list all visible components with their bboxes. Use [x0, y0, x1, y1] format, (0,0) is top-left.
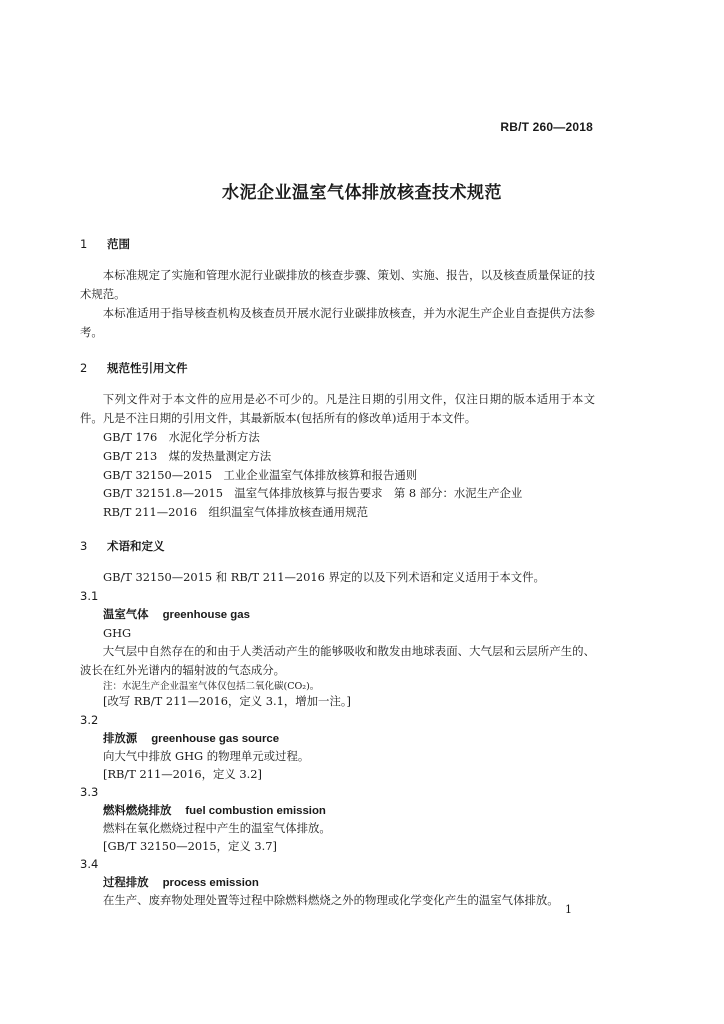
term-english: greenhouse gas source: [151, 733, 280, 745]
term-number: 3.1: [80, 589, 99, 603]
scope-paragraph-1: 本标准规定了实施和管理水泥行业碳排放的核查步骤、策划、实施、报告，以及核查质量保证的技术规范。: [80, 268, 595, 301]
section-title: 术语和定义: [107, 539, 165, 553]
term-definition: 向大气中排放 GHG 的物理单元或过程。: [103, 749, 310, 763]
term-definition: 大气层中自然存在的和由于人类活动产生的能够吸收和散发由地球表面、大气层和云层所产生的、波长在红外光谱内的辐射波的气态成分。: [80, 644, 595, 677]
section-1-heading: [80, 236, 130, 252]
term-english: fuel combustion emission: [185, 805, 326, 817]
section-title: 范围: [107, 237, 130, 251]
term-chinese: 燃料燃烧排放: [103, 803, 172, 817]
section-3-heading: [80, 538, 165, 554]
scope-paragraph-2: 本标准适用于指导核查机构及核查员开展水泥行业碳排放核查，并为水泥生产企业自查提供方法参考。: [80, 306, 595, 339]
term-definition: 在生产、废弃物处理处置等过程中除燃料燃烧之外的物理或化学变化产生的温室气体排放。: [103, 893, 559, 907]
reference-item: GB/T 32151.8—2015 温室气体排放核算与报告要求 第 8 部分：水泥生产企业: [103, 486, 523, 500]
term-number: 3.4: [80, 857, 99, 871]
term-note: 注：水泥生产企业温室气体仅包括二氧化碳(CO₂)。: [103, 681, 320, 692]
term-heading: [103, 802, 326, 818]
reference-item: GB/T 32150—2015 工业企业温室气体排放核算和报告通则: [103, 468, 418, 482]
term-source: [改写 RB/T 211—2016，定义 3.1，增加一注。]: [103, 694, 351, 708]
term-source: [GB/T 32150—2015，定义 3.7]: [103, 839, 277, 853]
term-definition: 燃料在氧化燃烧过程中产生的温室气体排放。: [103, 821, 331, 835]
section-title: 规范性引用文件: [107, 361, 188, 375]
term-abbreviation: GHG: [103, 626, 132, 640]
term-heading: [103, 606, 250, 622]
page-number: 1: [565, 903, 572, 916]
section-number: 3: [80, 539, 88, 553]
term-heading: [103, 874, 259, 890]
section-number: 1: [80, 237, 88, 251]
references-intro: 下列文件对于本文件的应用是必不可少的。凡是注日期的引用文件，仅注日期的版本适用于本文件。凡是不注日期的引用文件，其最新版本(包括所有的修改单)适用于本文件。: [80, 392, 595, 425]
term-heading: [103, 730, 279, 746]
reference-item: GB/T 213 煤的发热量测定方法: [103, 449, 272, 463]
section-number: 2: [80, 361, 88, 375]
term-number: 3.2: [80, 713, 99, 727]
term-chinese: 过程排放: [103, 875, 149, 889]
document-title: 水泥企业温室气体排放核查技术规范: [222, 183, 502, 203]
term-chinese: 排放源: [103, 731, 138, 745]
standard-number: RB/T 260—2018: [500, 120, 593, 134]
terms-intro: GB/T 32150—2015 和 RB/T 211—2016 界定的以及下列术语和定义适用于本文件。: [103, 570, 545, 584]
term-source: [RB/T 211—2016，定义 3.2]: [103, 767, 262, 781]
term-number: 3.3: [80, 785, 99, 799]
term-chinese: 温室气体: [103, 607, 149, 621]
term-english: process emission: [162, 877, 259, 889]
reference-item: RB/T 211—2016 组织温室气体排放核查通用规范: [103, 505, 368, 519]
reference-item: GB/T 176 水泥化学分析方法: [103, 430, 260, 444]
term-english: greenhouse gas: [162, 609, 250, 621]
section-2-heading: [80, 360, 188, 376]
